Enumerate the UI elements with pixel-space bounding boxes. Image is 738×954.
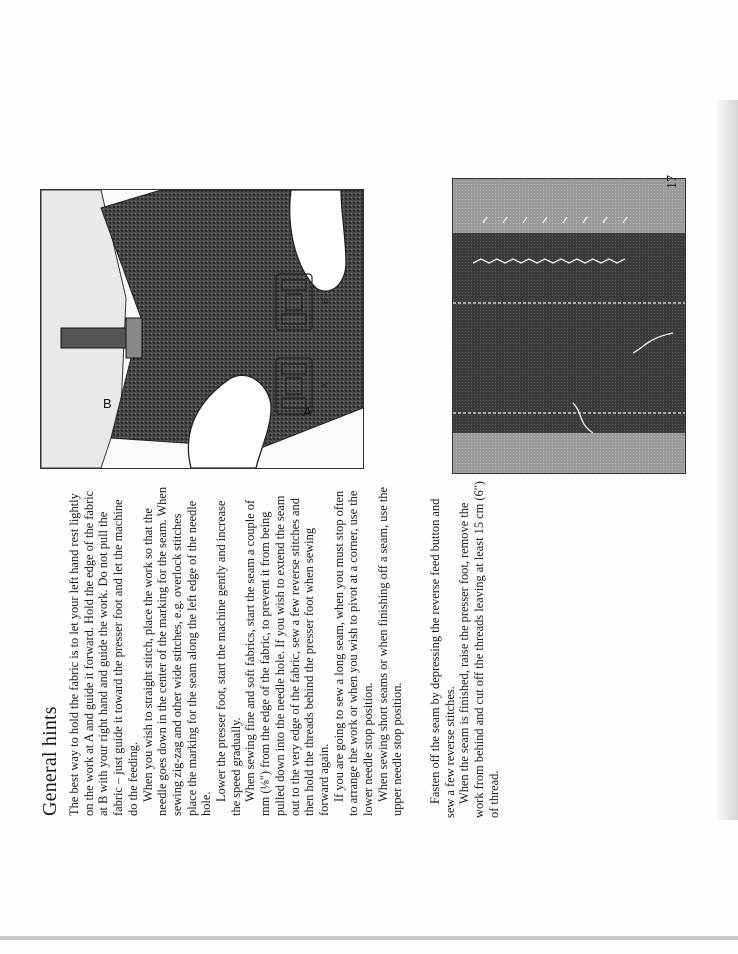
paragraph: When sewing fine and soft fabrics, start the seam a couple of mm (⅛") from the edge of the fabric, to prevent it from being pulled down into the needle hole. If you wish to extend the seam out to the very edge of the fabric, sew a few reverse stitches and then hold the threads behind the presser foot when sewing forward again. bbox=[243, 495, 331, 816]
presser-feet-drawing bbox=[270, 264, 350, 424]
paragraph: If you are going to sew a long seam, when you must stop often to arrange the work or when you wish to pivot at a corner, use the lower needle stop position. bbox=[331, 490, 376, 816]
foot-b-label: B bbox=[321, 298, 330, 304]
text-column-1 bbox=[38, 486, 405, 816]
paragraph: When sewing short seams or when finishing off a seam, use the upper needle stop position. bbox=[375, 487, 405, 816]
text-column-2 bbox=[428, 478, 502, 818]
label-a: A bbox=[303, 404, 312, 419]
page-number: 17 bbox=[665, 175, 680, 189]
paragraph: When you wish to straight stitch, place the work so that the needle goes down in the center of the marking for the seam. When sewing zig-zag and other wide stitches, e.g. overlock stitches place the marking for the seam along the left edge of the needle hole. bbox=[140, 486, 214, 816]
label-b: B bbox=[103, 396, 112, 411]
paragraph: Lower the presser foot, start the machine gently and increase the speed gradually. bbox=[214, 500, 243, 816]
stitch-sample-drawing bbox=[453, 179, 685, 473]
paragraph: When the seam is finished, raise the presser foot, remove the work from behind and cut off the threads leaving at least 15 cm (6") of thread. bbox=[457, 481, 501, 818]
presser-feet-illustration bbox=[270, 264, 350, 424]
page-title: General hints bbox=[39, 706, 61, 816]
stitch-sample-photo bbox=[452, 178, 686, 474]
foot-a-label: A bbox=[321, 382, 330, 388]
paragraph: The best way to hold the fabric is to let your left hand rest lightly on the work at A and guide it forward. Hold the edge of the fabric at B with your right hand and guide the work. Do not pull the fabric – just guide it toward the presser foot and let the machine do the feeding. bbox=[67, 490, 140, 816]
paragraph: Fasten off the seam by depressing the reverse feed button and sew a few reverse stitches. bbox=[428, 498, 457, 818]
